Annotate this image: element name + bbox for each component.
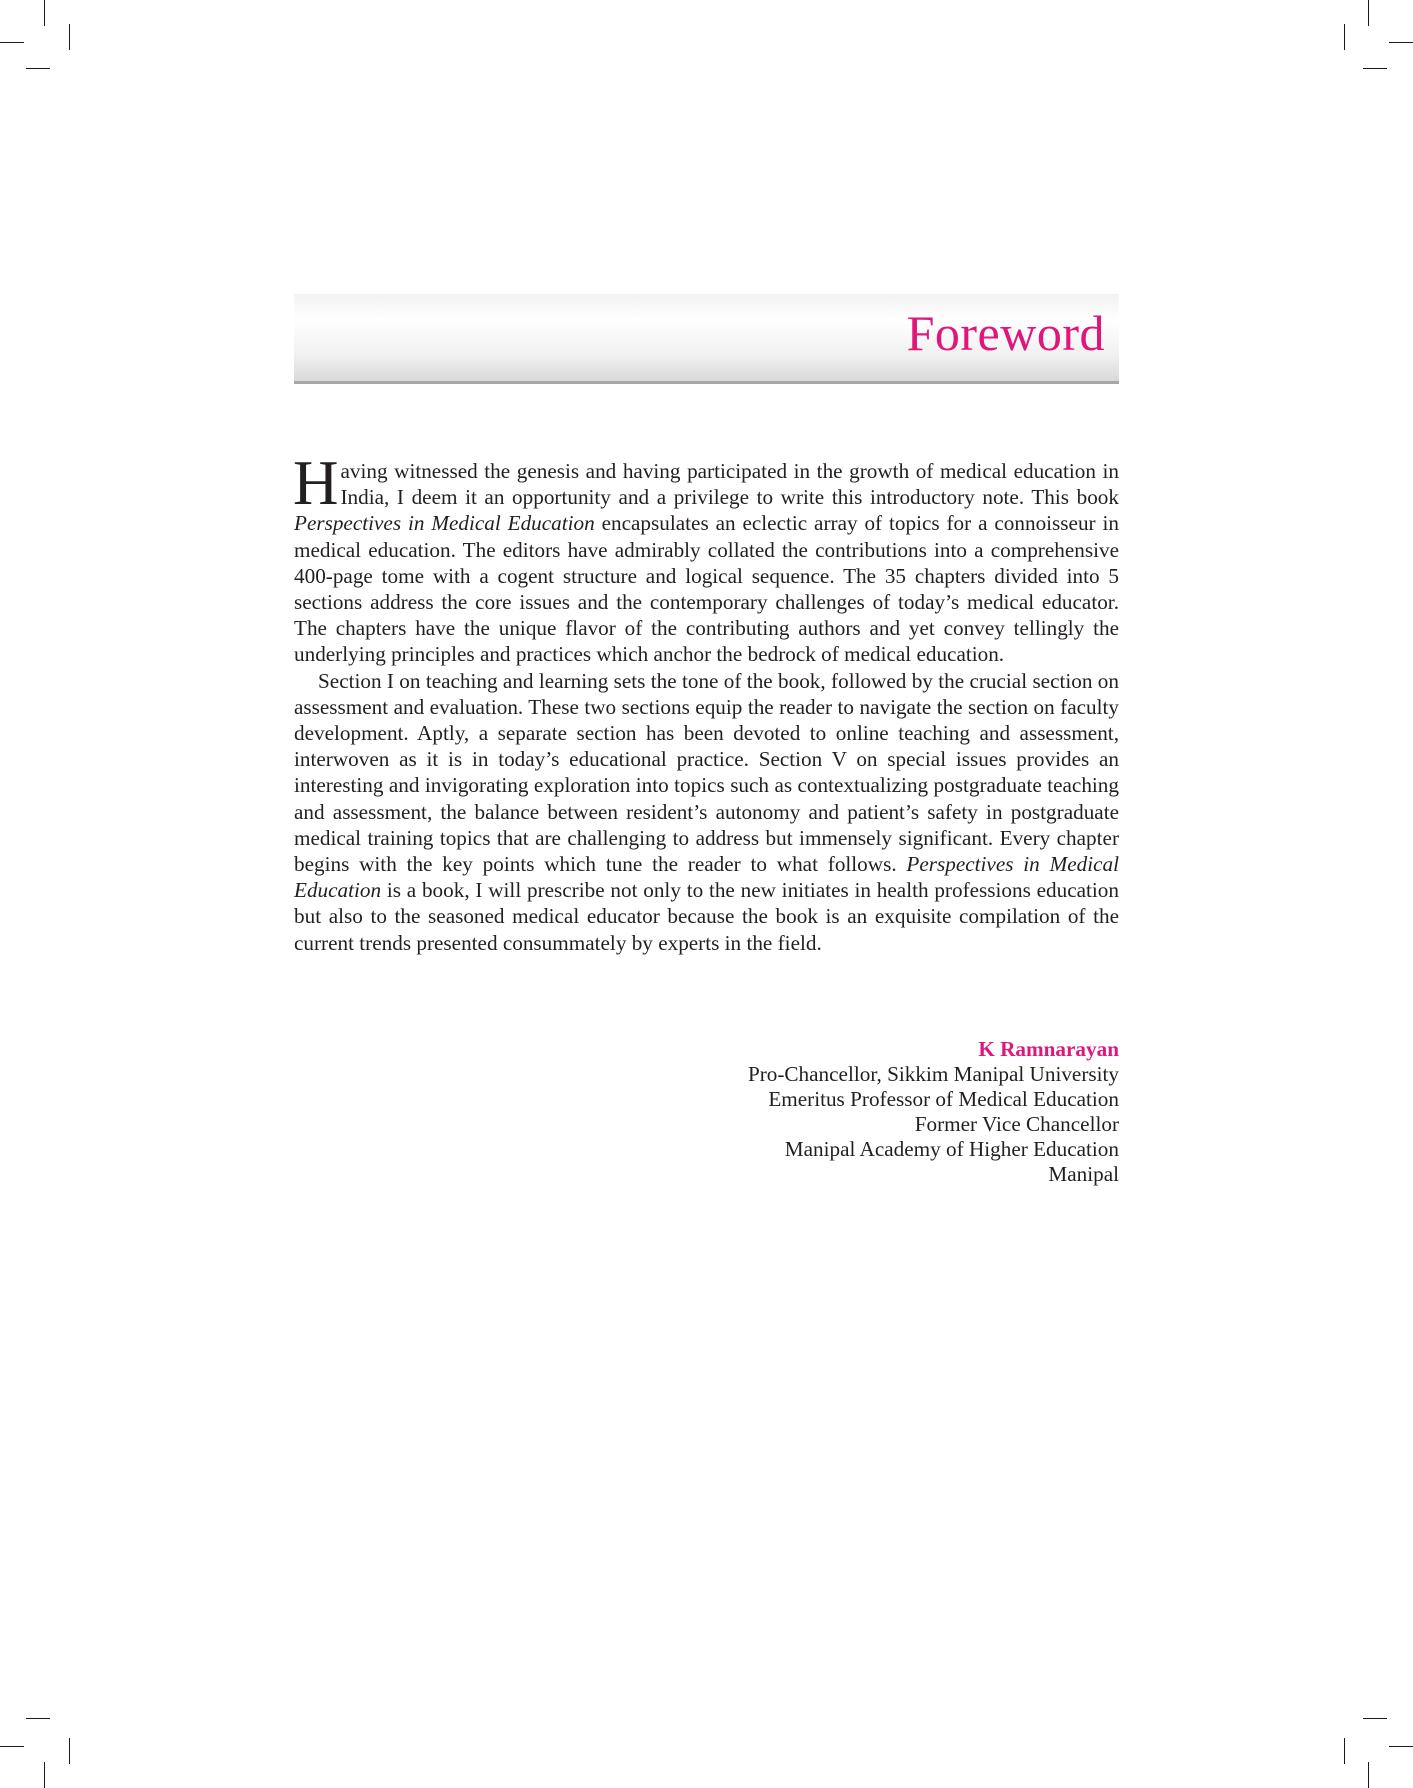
author-affiliation-line: Manipal Academy of Higher Education: [784, 1137, 1119, 1161]
paragraph-1: [293, 448, 1119, 668]
crop-mark: [1363, 1718, 1387, 1719]
paragraph-2-text-b: is a book, I will prescribe not only to the new initiates in health professions education but also to the seasoned medical educator because the book is an exquisite compilation of the current trends presented consummately by experts in the field.: [294, 878, 1119, 955]
crop-mark: [1389, 42, 1413, 43]
title-banner: [294, 294, 1119, 384]
paragraph-1-text-a: aving witnessed the genesis and having participated in the growth of medical education in India, I deem it an opportunity and a privilege to write this introductory note. This book: [340, 459, 1119, 510]
author-affiliation-line: Pro-Chancellor, Sikkim Manipal University: [747, 1062, 1119, 1086]
crop-mark: [1344, 24, 1345, 50]
drop-cap: H: [293, 448, 339, 518]
author-affiliation-line: Emeritus Professor of Medical Education: [768, 1087, 1119, 1111]
crop-mark: [26, 1718, 50, 1719]
crop-mark: [69, 24, 70, 50]
paragraph-2: [294, 668, 1119, 956]
author-affiliation-line: Manipal: [1048, 1162, 1119, 1186]
paragraph-2-text-a: Section I on teaching and learning sets the tone of the book, followed by the crucial section on assessment and evaluation. These two sections equip the reader to navigate the section on faculty development. Aptly, a separate section has been devoted to online teaching and assessment, interwoven as it is in today’s educational practice. Section V on special issues provides an interesting and invigorating exploration into topics such as contextualizing postgraduate teaching and assessment, the balance between resident’s autonomy and patient’s safety in postgraduate medical training topics that are challenging to address but immensely significant. Every chapter begins with the key points which tune the reader to what follows.: [294, 668, 1119, 877]
crop-mark: [0, 1746, 24, 1747]
foreword-body: [293, 448, 1119, 956]
crop-mark: [0, 42, 24, 43]
crop-mark: [69, 1738, 70, 1764]
crop-mark: [26, 68, 50, 69]
book-title: Perspectives in Medical Education: [294, 852, 1119, 903]
crop-mark: [1368, 1762, 1369, 1788]
crop-mark: [1389, 1746, 1413, 1747]
author-affiliation-line: Former Vice Chancellor: [914, 1112, 1119, 1136]
crop-mark: [1368, 0, 1369, 26]
crop-mark: [44, 1762, 45, 1788]
book-title: Perspectives in Medical Education: [294, 511, 595, 536]
crop-mark: [1363, 68, 1387, 69]
signature-block: [748, 1037, 1119, 1187]
paragraph-1-text-b: encapsulates an eclectic array of topics for a connoisseur in medical education. The editors have admirably collated the contributions into a comprehensive 400-page tome with a cogent structure and logical sequence. The 35 chapters divided into 5 sections address the core issues and the contemporary challenges of today’s medical educator. The chapters have the unique flavor of the contributing authors and yet convey tellingly the underlying principles and practices which anchor the bedrock of medical education.: [294, 511, 1119, 667]
crop-mark: [44, 0, 45, 26]
crop-mark: [1344, 1738, 1345, 1764]
author-name: K Ramnarayan: [978, 1037, 1119, 1061]
page-title: Foreword: [906, 305, 1105, 361]
